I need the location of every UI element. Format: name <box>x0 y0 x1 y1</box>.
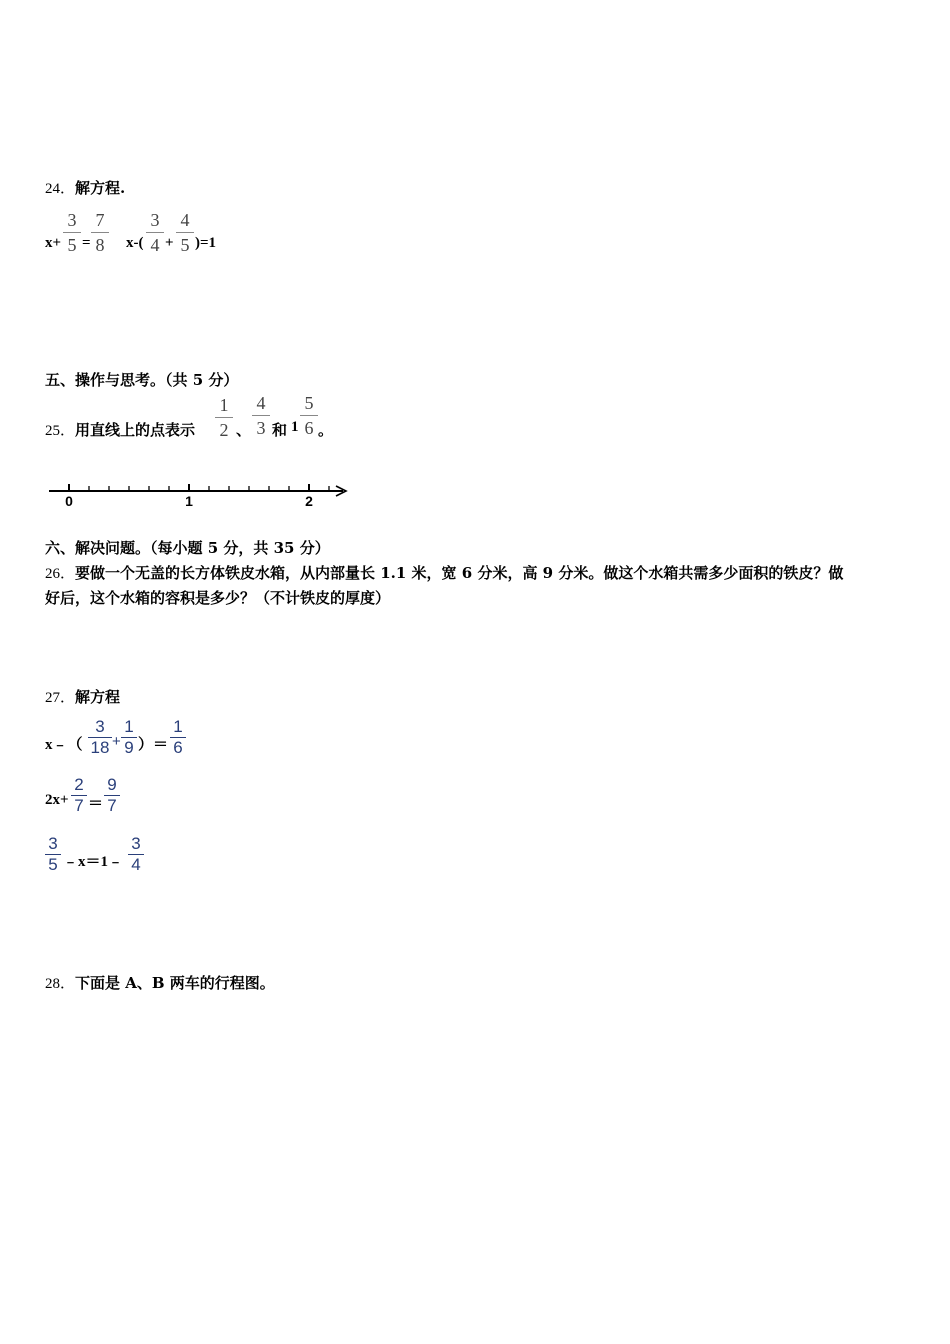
number-line-ticks <box>69 484 329 491</box>
q25-fraction-1 <box>215 395 233 440</box>
numerator: 1 <box>219 395 229 415</box>
numerator: 3 <box>150 210 160 230</box>
numerator: 1 <box>173 717 183 736</box>
denominator: 5 <box>48 855 58 874</box>
q27-eq3-fraction-1 <box>45 835 61 874</box>
q24-eq1-fraction-1 <box>63 210 81 255</box>
q27-eq2-prefix: 2x+ <box>45 792 69 808</box>
denominator: 7 <box>74 796 84 815</box>
q25-text: 用直线上的点表示 <box>75 421 196 439</box>
q25-separator: 、 <box>236 421 252 439</box>
number-line-label-2: 2 <box>305 493 313 509</box>
section6-title: 六、解决问题。（每小题 5 分，共 35 分） <box>45 539 330 557</box>
numerator: 3 <box>67 210 77 230</box>
q25-and: 和 <box>272 421 288 439</box>
numerator: 4 <box>180 210 190 230</box>
q27-eq1-fraction-1 <box>88 718 112 757</box>
q26-line-1 <box>45 562 843 583</box>
q24-heading <box>45 177 125 198</box>
q24-eq2-fraction-1 <box>146 210 164 255</box>
q24-eq1-fraction-2 <box>91 210 109 255</box>
q25-end: 。 <box>318 421 334 439</box>
q28-line <box>45 972 275 993</box>
numerator: 7 <box>95 210 105 230</box>
q24-eq2-suffix: )=1 <box>195 235 217 251</box>
q27-eq1-prefix: x﹣（ <box>45 737 83 753</box>
q26-text-line-1: 要做一个无盖的长方体铁皮水箱，从内部量长 1.1 米，宽 6 分米，高 9 分米。做这个水箱共需多少面积的铁皮？做 <box>75 564 844 582</box>
q27-eq2-fraction-1 <box>71 776 87 815</box>
denominator: 3 <box>256 418 266 438</box>
q24-title: 解方程. <box>75 179 126 197</box>
q24-eq2-fraction-2 <box>176 210 194 255</box>
q25-number: 25． <box>45 423 76 439</box>
q25-fraction-2 <box>252 393 270 438</box>
q27-eq2-equals: ＝ <box>88 796 104 812</box>
number-line <box>45 478 355 514</box>
q25-fraction-3 <box>300 393 318 438</box>
denominator: 18 <box>90 738 110 757</box>
q27-heading <box>45 686 120 707</box>
denominator: 6 <box>304 418 314 438</box>
q28-number: 28． <box>45 976 76 992</box>
number-line-label-0: 0 <box>65 493 73 509</box>
section5-title: 五、操作与思考。（共 5 分） <box>45 371 239 389</box>
q27-eq2-fraction-2 <box>104 776 120 815</box>
denominator: 9 <box>124 738 134 757</box>
q27-eq1-plus: + <box>112 733 121 750</box>
numerator: 9 <box>107 775 117 794</box>
denominator: 8 <box>95 235 105 255</box>
q27-title: 解方程 <box>75 688 121 706</box>
q26-number: 26． <box>45 566 76 582</box>
q25-whole: 1 <box>291 419 299 435</box>
q24-eq1-prefix: x+ <box>45 235 62 251</box>
denominator: 6 <box>173 738 183 757</box>
denominator: 2 <box>219 420 229 440</box>
number-line-label-1: 1 <box>185 493 193 509</box>
q27-number: 27． <box>45 690 76 706</box>
numerator: 3 <box>131 834 141 853</box>
q26-text-line-2: 好后，这个水箱的容积是多少？（不计铁皮的厚度） <box>45 589 391 607</box>
numerator: 2 <box>74 775 84 794</box>
q25-line <box>45 419 195 440</box>
denominator: 5 <box>67 235 77 255</box>
numerator: 3 <box>48 834 58 853</box>
q27-eq1-close: ）＝ <box>138 737 169 753</box>
denominator: 4 <box>131 855 141 874</box>
denominator: 5 <box>180 235 190 255</box>
q24-eq2-plus: + <box>165 235 174 251</box>
denominator: 7 <box>107 796 117 815</box>
q24-eq1-equals: = <box>82 235 91 251</box>
q27-eq1-fraction-3 <box>170 718 186 757</box>
q24-number: 24． <box>45 181 76 197</box>
q27-eq3-fraction-2 <box>128 835 144 874</box>
q24-eq2-prefix: x-( <box>126 235 144 251</box>
numerator: 4 <box>256 393 266 413</box>
numerator: 3 <box>95 717 105 736</box>
q28-text: 下面是 A、B 两车的行程图。 <box>75 974 275 992</box>
denominator: 4 <box>150 235 160 255</box>
q27-eq3-middle: ﹣x＝1﹣ <box>63 854 124 870</box>
numerator: 1 <box>124 717 134 736</box>
q27-eq1-fraction-2 <box>121 718 137 757</box>
numerator: 5 <box>304 393 314 413</box>
